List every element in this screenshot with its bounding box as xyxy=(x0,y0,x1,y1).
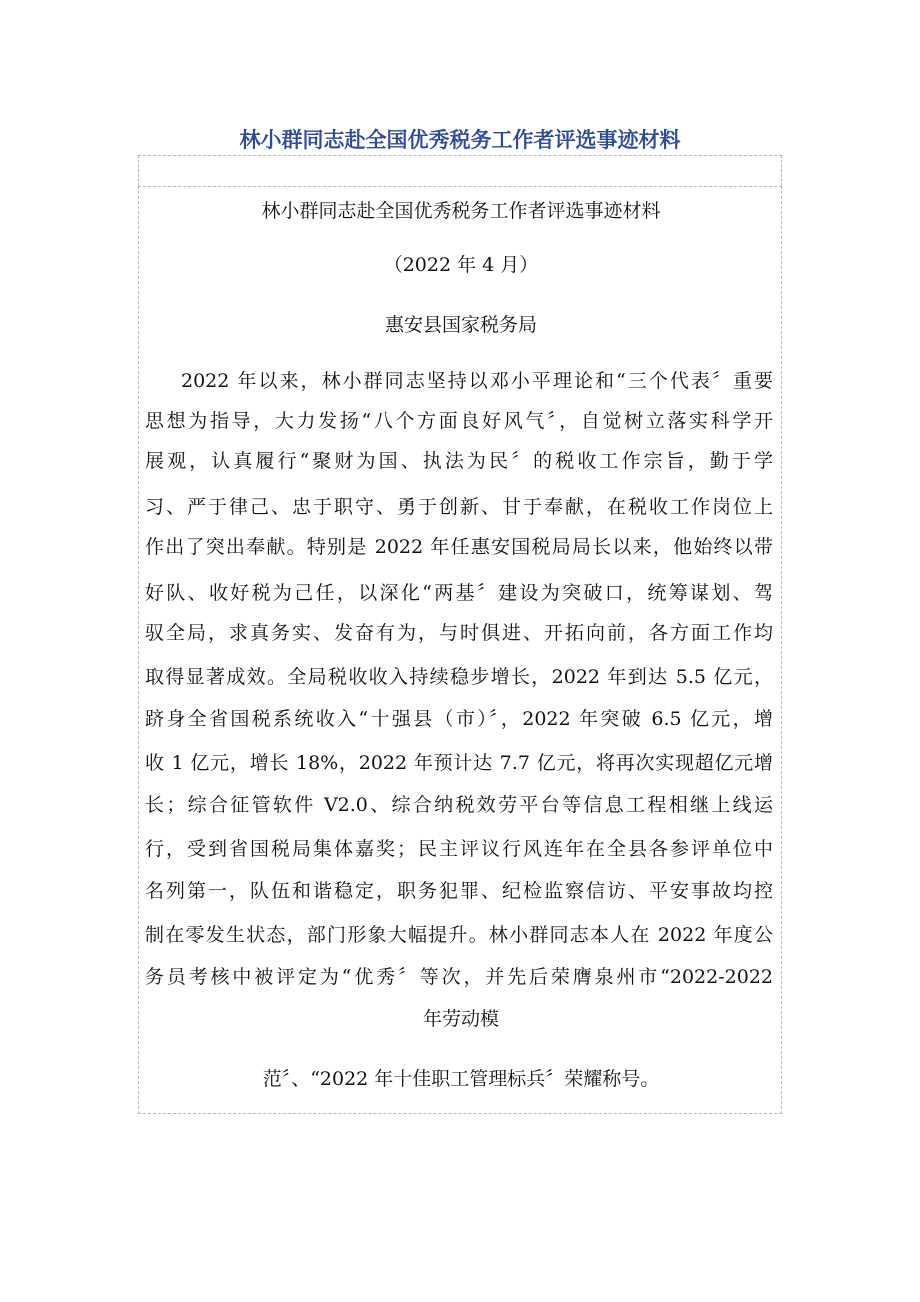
body-line: 制在零发生状态，部门形象大幅提升。林小群同志本人在 2022 年度公 xyxy=(145,924,773,946)
body-line: 行，受到省国税局集体嘉奖；民主评议行风连年在全县各参评单位中 xyxy=(145,838,773,860)
body-line: 名列第一，队伍和谐稳定，职务犯罪、纪检监察信访、平安事故均控 xyxy=(145,880,773,902)
closing-line: 范〞、“2022 年十佳职工管理标兵〞荣耀称号。 xyxy=(262,1068,660,1090)
body-line: 取得显著成效。全局税收收入持续稳步增长，2022 年到达 5.5 亿元， xyxy=(145,666,773,688)
document-date: （2022 年 4 月） xyxy=(383,254,539,276)
body-line: 2022 年以来，林小群同志坚持以邓小平理论和“三个代表〞重要 xyxy=(181,370,773,392)
body-line: 长；综合征管软件 V2.0、综合纳税效劳平台等信息工程相继上线运 xyxy=(145,794,773,816)
body-line: 习、严于律己、忠于职守、勇于创新、甘于奉献，在税收工作岗位上 xyxy=(145,496,773,518)
organization-name: 惠安县国家税务局 xyxy=(384,314,537,336)
content-frame xyxy=(138,186,782,1114)
body-wrap-line: 年劳动模 xyxy=(422,1008,499,1030)
body-line: 作出了突出奉献。特别是 2022 年任惠安国税局局长以来，他始终以带 xyxy=(145,536,773,558)
body-line: 思想为指导，大力发扬“八个方面良好风气〞，自觉树立落实科学开 xyxy=(145,410,773,432)
body-line: 跻身全省国税系统收入“十强县（市）〞，2022 年突破 6.5 亿元，增 xyxy=(145,708,773,730)
body-line: 驭全局，求真务实、发奋有为，与时俱进、开拓向前，各方面工作均 xyxy=(145,622,773,644)
body-line: 好队、收好税为己任，以深化“两基〞建设为突破口，统筹谋划、驾 xyxy=(145,582,773,604)
body-line: 收 1 亿元，增长 18%，2022 年预计达 7.7 亿元，将再次实现超亿元增 xyxy=(145,752,773,774)
header-frame xyxy=(138,155,782,186)
body-line: 务员考核中被评定为“优秀〞等次，并先后荣膺泉州市“2022-2022 xyxy=(145,966,773,988)
document-heading: 林小群同志赴全国优秀税务工作者评选事迹材料 xyxy=(239,128,681,152)
inner-title: 林小群同志赴全国优秀税务工作者评选事迹材料 xyxy=(261,200,661,222)
body-line: 展观，认真履行“聚财为国、执法为民〞的税收工作宗旨，勤于学 xyxy=(145,450,773,472)
